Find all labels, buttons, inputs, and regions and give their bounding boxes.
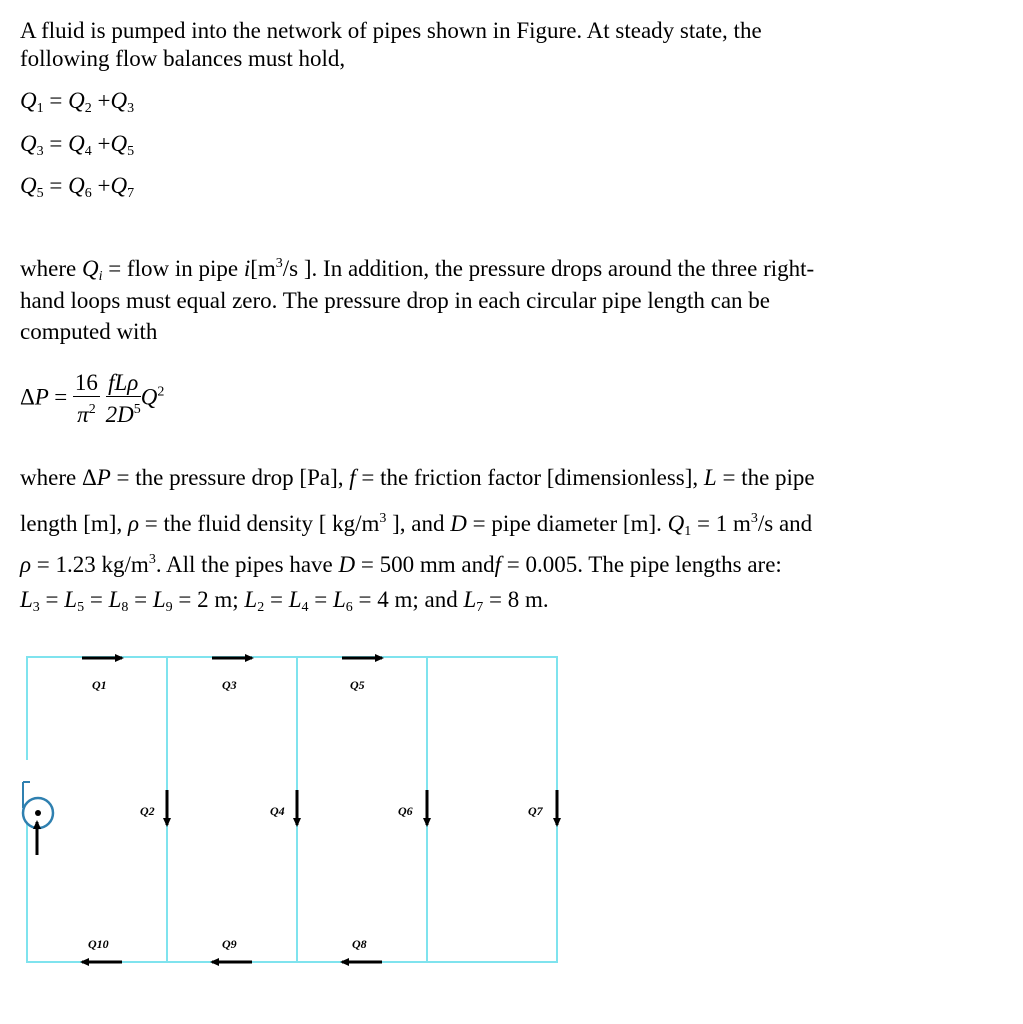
label-q2: Q2 bbox=[140, 804, 155, 818]
where-flow-line-2: hand loops must equal zero. The pressure drop in each circular pipe length can be bbox=[20, 288, 771, 313]
where-vars-line-2: length [m], ρ = the fluid density [ $kg/m^3$ ], and D = pipe diameter [m]. $Q_1 = 1$ $m^3/s$ and bbox=[20, 511, 813, 539]
outer-loop-pipe bbox=[27, 657, 557, 962]
label-q4: Q4 bbox=[270, 804, 285, 818]
where-flow-line: where $Q_i$ = flow in pipe $i[m^3/s$ ]. In addition, the pressure drops around the three right- bbox=[20, 256, 815, 284]
label-q5: Q5 bbox=[350, 678, 365, 692]
where-vars-line-3: ρ = 1.23 $kg/m^3$. All the pipes have D = 500 mm andf = 0.005. The pipe lengths are: bbox=[20, 552, 782, 577]
label-q10: Q10 bbox=[88, 937, 109, 951]
balance-eq-2: $Q_3 = Q_4 +Q_5$ bbox=[20, 131, 135, 159]
where-flow-line-3: computed with bbox=[20, 319, 158, 344]
balance-eq-1: $Q_1 = Q_2 +Q_3$ bbox=[20, 88, 135, 116]
label-q6: Q6 bbox=[398, 804, 413, 818]
intro-line-1: A fluid is pumped into the network of pipes shown in Figure. At steady state, the bbox=[20, 18, 762, 43]
label-q8: Q8 bbox=[352, 937, 367, 951]
label-q3: Q3 bbox=[222, 678, 237, 692]
label-q7: Q7 bbox=[528, 804, 543, 818]
where-vars-line-1: where ΔP = the pressure drop [Pa], f = the friction factor [dimensionless], L = the pipe bbox=[20, 465, 815, 490]
intro-line-2: following flow balances must hold, bbox=[20, 46, 346, 71]
pipe-lines bbox=[27, 657, 557, 962]
label-q9: Q9 bbox=[222, 937, 237, 951]
pump-icon bbox=[23, 782, 53, 828]
pressure-drop-formula: ΔP = $\frac{16}{\pi^2}$ $\frac{\text{fLρ}}{2D^5}$ $Q^2$ bbox=[20, 370, 165, 427]
label-q1: Q1 bbox=[92, 678, 107, 692]
pipe-lengths-line: $L_3 = L_5 = L_8 = L_9 = 2$ m; $L_2 = L_4 = L_6 = 4$ m; and $L_7 = 8$ m. bbox=[20, 587, 549, 615]
balance-eq-3: $Q_5 = Q_6 +Q_7$ bbox=[20, 173, 135, 201]
